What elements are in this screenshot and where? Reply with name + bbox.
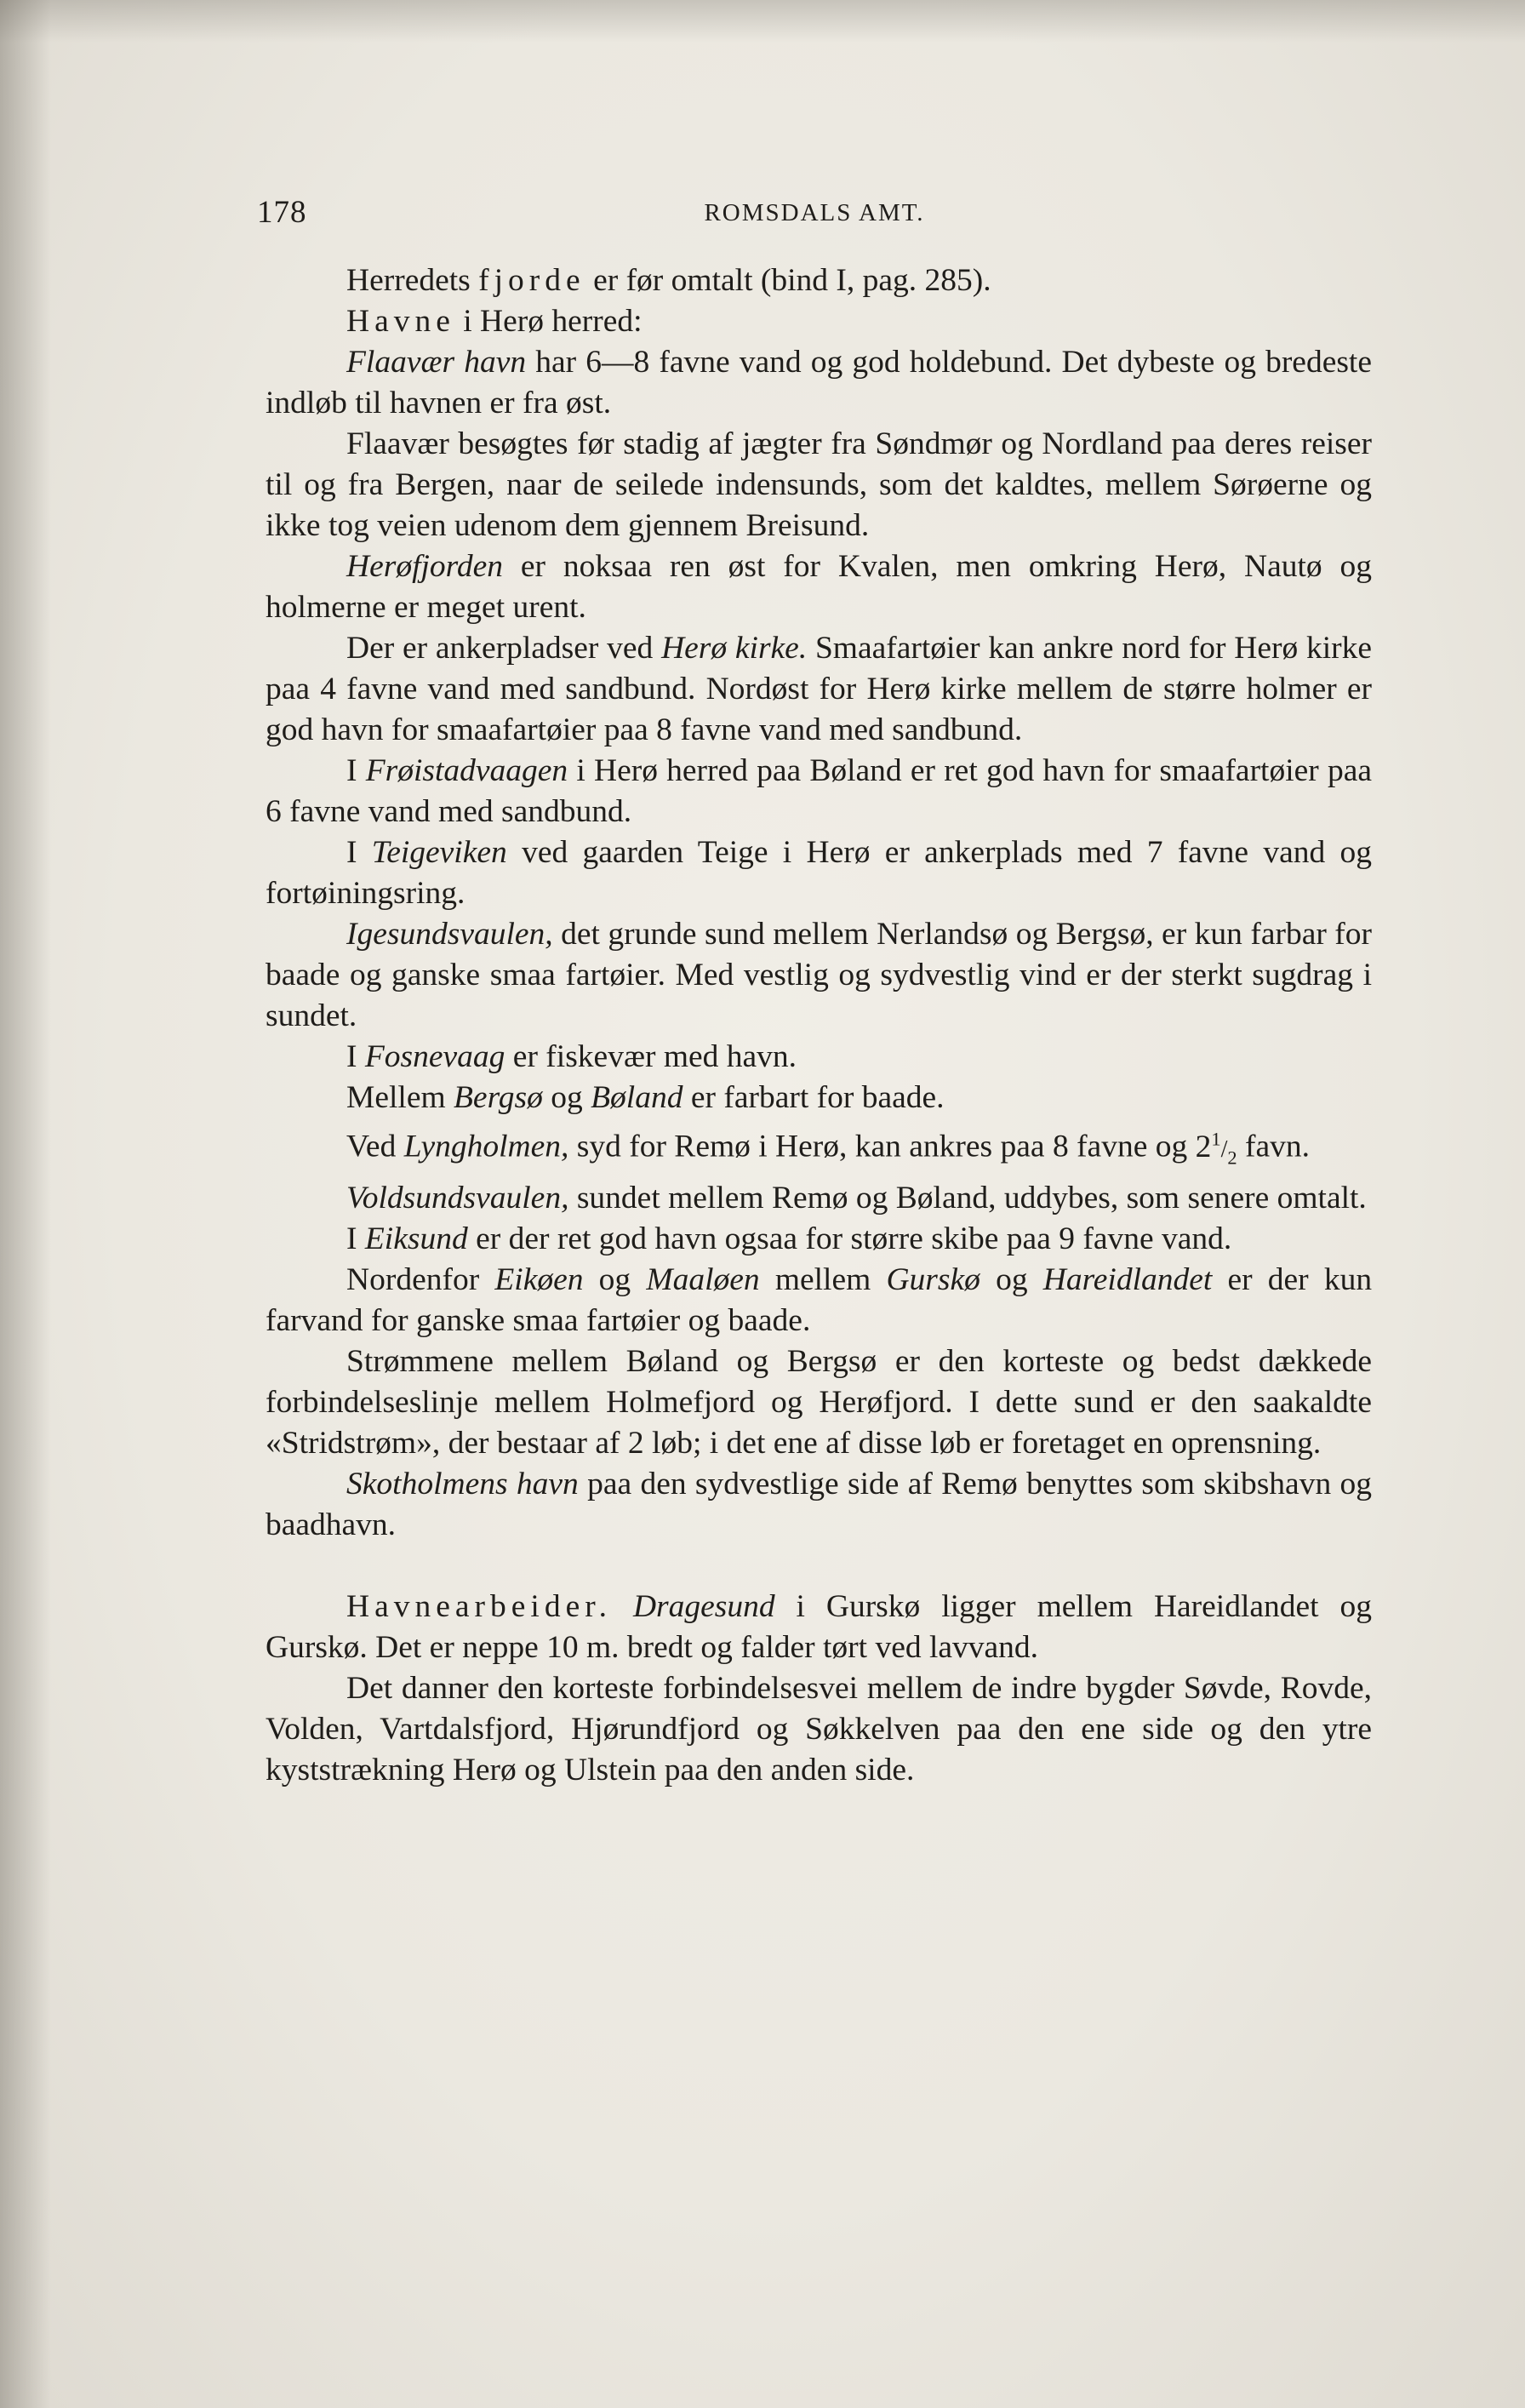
text-span: er før omtalt (bind I, pag. 285). (593, 263, 991, 298)
place-name: Flaavær havn (346, 345, 527, 380)
text-span: er fiskevær med havn. (512, 1039, 797, 1074)
paragraph-havnearbeider (266, 1587, 1372, 1668)
place-name: Frøistadvaagen (365, 753, 568, 788)
text-span: sundet mellem Remø og Bøland, uddybes, som senere omtalt. (576, 1181, 1367, 1215)
spaced-heading: Havnearbeider. (346, 1589, 613, 1624)
paragraph-stroemmene (266, 1341, 1372, 1464)
text-span: i Gurskø ligger mellem Hareidlandet og Gurskø. Det er neppe 10 m. bredt og falder tørt ved lavvand. (266, 1589, 1373, 1665)
text-span: er der ret god havn ogsaa for større skibe paa 9 favne vand. (476, 1221, 1232, 1256)
fraction-whole: 2 (1195, 1129, 1212, 1164)
paragraph-bergsoe-boeland (266, 1078, 1372, 1118)
paragraph-forbindelsesvei (266, 1668, 1372, 1791)
paragraph-voldsundsvaulen (266, 1178, 1372, 1219)
place-name: Maaløen (646, 1262, 760, 1297)
mixed-fraction (1195, 1128, 1237, 1168)
place-name: Igesundsvaulen, (346, 917, 553, 952)
page-number: 178 (257, 195, 307, 230)
place-name: Bergsø (454, 1080, 543, 1115)
text-span: I (346, 753, 357, 788)
place-name: Herø kirke. (661, 631, 808, 666)
text-span: Nordenfor (346, 1262, 480, 1297)
paragraph-nordenfor-eikoeen (266, 1260, 1372, 1341)
text-span: har 6—8 favne vand og god holdebund. Det dybeste og bredeste indløb til havnen er fra øst. (266, 345, 1372, 420)
place-name: Gurskø (886, 1262, 980, 1297)
text-span: Der er ankerpladser ved (346, 631, 654, 666)
paragraph-havne (266, 301, 1372, 342)
page-edge-shadow-left (0, 0, 51, 2408)
place-name: Teigeviken (371, 835, 507, 870)
text-span: og (551, 1080, 583, 1115)
paragraph-skotholmens-havn (266, 1464, 1372, 1546)
body-text (266, 260, 1372, 1791)
paragraph-fjorde (266, 260, 1372, 301)
paragraph-froeistadvaagen (266, 751, 1372, 832)
spaced-heading: fjorde (478, 263, 585, 298)
text-span: er farbart for baade. (690, 1080, 945, 1115)
place-name: Lyngholmen, (403, 1129, 569, 1164)
text-span: I (346, 835, 357, 870)
text-span: Mellem (346, 1080, 446, 1115)
place-name: Fosnevaag (364, 1039, 505, 1074)
place-name: Dragesund (632, 1589, 775, 1624)
paragraph-flaavaer-havn (266, 342, 1372, 424)
paragraph-igesundsvaulen (266, 914, 1372, 1037)
place-name: Hareidlandet (1042, 1262, 1213, 1297)
paragraph-heroe-kirke (266, 628, 1372, 751)
text-span: og (996, 1262, 1028, 1297)
fraction-denominator: 2 (1227, 1147, 1237, 1168)
text-span: ved gaarden Teige i Herø er ankerplads med 7 favne vand og fortøiningsring. (266, 835, 1373, 911)
text-span: i Herø herred paa Bøland er ret god havn for smaafartøier paa 6 favne vand med sandbund. (266, 753, 1373, 829)
paragraph-heroefjorden (266, 546, 1372, 628)
text-span: syd for Remø i Herø, kan ankres paa 8 favne og (576, 1129, 1188, 1164)
text-span: Flaavær besøgtes før stadig af jægter fra Søndmør og Nordland paa deres reiser til og fra Bergen, naar de seilede indensunds, som det kaldtes, mellem Sørøerne og ikke tog veien udenom dem gjennem Breisund. (266, 426, 1372, 543)
text-span: er der kun farvand for ganske smaa fartøier og baade. (266, 1262, 1373, 1338)
text-span: det grunde sund mellem Nerlandsø og Bergsø, er kun farbar for baade og ganske smaa fartøier. Med vestlig og sydvestlig vind er der sterkt sugdrag i sundet. (266, 917, 1373, 1033)
text-span: paa den sydvestlige side af Remø benyttes som skibshavn og baadhavn. (266, 1467, 1373, 1542)
place-name: Eiksund (364, 1221, 468, 1256)
running-head (257, 194, 1372, 237)
text-span: Herredets (346, 263, 471, 298)
text-span: I (346, 1221, 357, 1256)
paragraph-lyngholmen (266, 1118, 1372, 1178)
text-span: mellem (774, 1262, 871, 1297)
text-span: I (346, 1039, 357, 1074)
text-span: og (598, 1262, 631, 1297)
paragraph-eiksund (266, 1219, 1372, 1260)
text-span: er noksaa ren øst for Kvalen, men omkring Herø, Nautø og holmerne er meget urent. (266, 549, 1373, 625)
place-name: Skotholmens havn (346, 1467, 579, 1501)
place-name: Eikøen (494, 1262, 584, 1297)
place-name: Bøland (591, 1080, 683, 1115)
text-span: Strømmene mellem Bøland og Bergsø er den korteste og bedst dækkede forbindelseslinje mellem Holmefjord og Herøfjord. I dette sund er den saakaldte «Stridstrøm», der bestaar af 2 løb; i det ene af disse løb er foretaget en oprensning. (266, 1344, 1372, 1461)
text-span: Smaafartøier kan ankre nord for Herø kirke paa 4 favne vand med sandbund. Nordøst for Herø kirke mellem de større holmer er god havn for smaafartøier paa 8 favne vand med sandbund. (266, 631, 1372, 747)
place-name: Herøfjorden (346, 549, 504, 584)
text-span: Det danner den korteste forbindelsesvei mellem de indre bygder Søvde, Rovde, Volden, Vartdalsfjord, Hjørundfjord og Søkkelven paa den ene side og den ytre kyststrækning Herø og Ulstein paa den anden side. (266, 1671, 1372, 1787)
place-name: Voldsundsvaulen, (346, 1181, 569, 1215)
spaced-heading: Havne (346, 304, 455, 339)
fraction-numerator: 1 (1211, 1128, 1221, 1149)
fraction-slash: / (1220, 1135, 1228, 1163)
paragraph-fosnevaag (266, 1037, 1372, 1078)
text-span: Ved (346, 1129, 397, 1164)
text-span: i Herø herred: (463, 304, 643, 339)
running-title: ROMSDALS AMT. (704, 199, 925, 226)
text-span: favn. (1245, 1129, 1311, 1164)
paragraph-teigeviken (266, 832, 1372, 914)
page-edge-shadow-top (0, 0, 1525, 43)
paragraph-flaavaer-history (266, 424, 1372, 546)
